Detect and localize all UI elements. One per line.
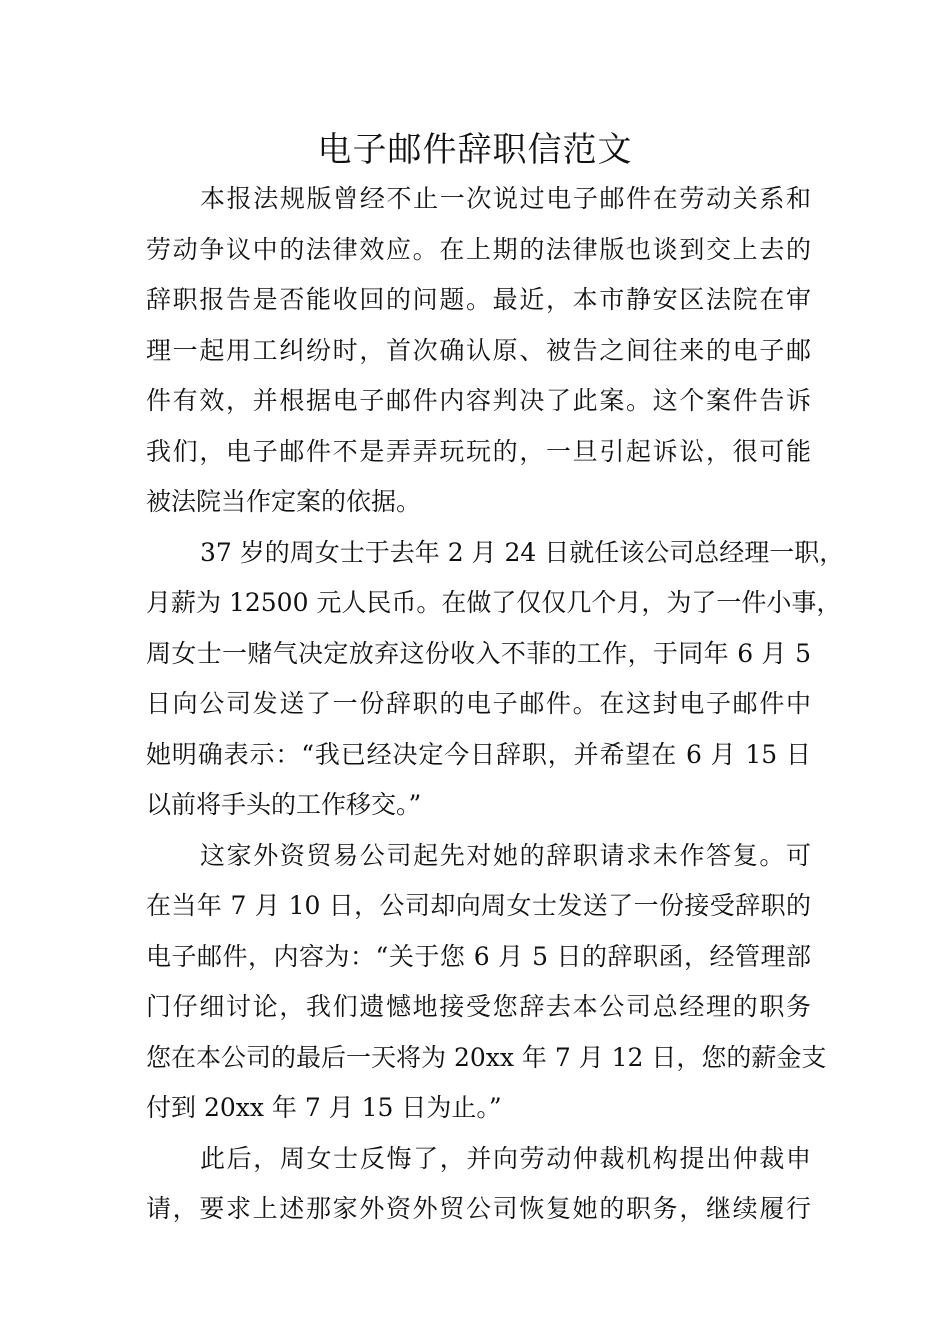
text-line: 她明确表示：“我已经决定今日辞职，并希望在 6 月 15 日 [146,739,811,769]
text-line: 理一起用工纠纷时，首次确认原、被告之间往来的电子邮 [146,335,811,365]
text-line: 被法院当作定案的依据。 [146,487,422,516]
text-line: 劳动争议中的法律效应。在上期的法律版也谈到交上去的 [146,234,811,264]
text-line: 辞职报告是否能收回的问题。最近，本市静安区法院在审 [146,285,811,314]
text-line: 这家外资贸易公司起先对她的辞职请求未作答复。可 [200,840,811,870]
text-line: 我们，电子邮件不是弄弄玩玩的，一旦引起诉讼，很可能 [146,436,811,466]
paragraph [146,528,845,831]
text-line: 此后，周女士反悔了，并向劳动仲裁机构提出仲裁申 [200,1143,811,1173]
text-line: 件有效，并根据电子邮件内容判决了此案。这个案件告诉 [146,386,811,415]
text-line: 日向公司发送了一份辞职的电子邮件。在这封电子邮件中 [146,689,811,718]
text-line: 以前将手头的工作移交。” [146,790,422,819]
paragraph [146,831,827,1134]
text-line: 门仔细讨论，我们遗憾地接受您辞去本公司总经理的职务 [146,992,811,1021]
paragraph [146,174,811,528]
document-body [146,174,845,1235]
text-line: 电子邮件，内容为：“关于您 6 月 5 日的辞职函，经管理部 [146,941,811,971]
text-line: 在当年 7 月 10 日，公司却向周女士发送了一份接受辞职的 [146,891,811,920]
text-line: 您在本公司的最后一天将为 20xx 年 7 月 12 日，您的薪金支 [146,1042,827,1072]
text-line: 月薪为 12500 元人民币。在做了仅仅几个月，为了一件小事， [146,588,842,617]
text-line: 37 岁的周女士于去年 2 月 24 日就任该公司总经理一职， [200,537,845,567]
text-line: 周女士一赌气决定放弃这份收入不菲的工作，于同年 6 月 5 [146,638,811,668]
text-line: 请，要求上述那家外资外贸公司恢复她的职务，继续履行 [146,1194,811,1223]
text-line: 付到 20xx 年 7 月 15 日为止。” [146,1093,502,1122]
document-title: 电子邮件辞职信范文 [317,130,633,170]
text-line: 本报法规版曾经不止一次说过电子邮件在劳动关系和 [200,184,811,213]
paragraph [146,1134,811,1235]
